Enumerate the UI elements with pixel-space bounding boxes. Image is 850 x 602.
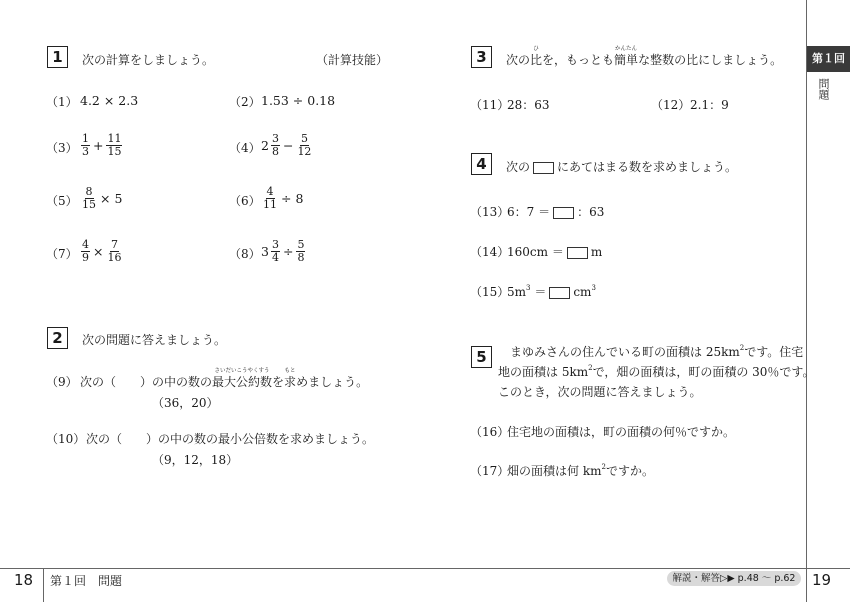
problem-6-label: （6）	[229, 194, 261, 208]
problem-17-label: （17）	[470, 464, 510, 478]
problem-2-label: （2）	[229, 95, 261, 109]
section-3-number: 3	[471, 46, 492, 68]
right-page-number: 19	[812, 571, 832, 589]
problem-2-expr: 1.53 ÷ 0.18	[261, 93, 336, 108]
side-tab-title: 第１回	[812, 52, 845, 65]
problem-12-label: （12）	[651, 98, 691, 112]
section-5-line-3: このとき，次の問題に答えましょう。	[498, 385, 702, 399]
problem-5-expr: $\frac{8}{15}$ × 5	[82, 185, 123, 211]
problem-15-label: （15）	[470, 285, 510, 299]
section-2-title: 次の問題に答えましょう。	[82, 333, 227, 347]
problem-5-label: （5）	[46, 194, 78, 208]
problem-14-label: （14）	[470, 245, 510, 259]
fraction: $\frac{7}{16}$	[107, 238, 122, 264]
problem-17-text: 畑の面積は何 $km^2$ですか。	[507, 463, 654, 478]
problem-16-text: 住宅地の面積は，町の面積の何％ですか。	[507, 425, 736, 439]
problem-9-numbers: （36，20）	[152, 396, 219, 410]
left-footer-label: 第１回 問題	[50, 574, 123, 588]
problem-7-label: （7）	[46, 247, 78, 261]
answer-blank	[549, 287, 570, 299]
problem-4-label: （4）	[229, 141, 261, 155]
problem-15-expr: $5m^3 = cm^3$	[507, 284, 596, 299]
problem-8-label: （8）	[229, 247, 261, 261]
section-2-number: 2	[47, 327, 68, 349]
problem-3-expr: $\frac{1}{3}$ + $\frac{11}{15}$	[82, 132, 122, 158]
section-4-number: 4	[471, 153, 492, 175]
problem-10-text: 次の（ ）の中の数の最小公倍数を求めましょう。	[86, 432, 375, 446]
problem-16-label: （16）	[470, 425, 510, 439]
left-page-number: 18	[14, 571, 34, 589]
answer-blank	[553, 207, 574, 219]
problem-1-label: （1）	[46, 95, 78, 109]
problem-1-expr: 4.2 × 2.3	[80, 93, 139, 108]
fraction: $\frac{3}{4}$	[271, 238, 279, 264]
footer-rule	[0, 568, 850, 569]
fraction: $\frac{8}{15}$	[82, 185, 96, 211]
fraction: $\frac{4}{11}$	[263, 185, 277, 211]
fraction: $\frac{5}{12}$	[297, 132, 312, 158]
problem-10-label: （10）	[46, 432, 86, 446]
fraction: $\frac{1}{3}$	[82, 132, 89, 158]
problem-13-expr: 6：7 ＝ ：63	[507, 205, 605, 219]
section-3-title: 次の ひ 比を，もっとも かんたん 簡単な整数の比にしましょう。	[506, 46, 783, 67]
footer-left-divider	[43, 568, 44, 602]
right-edge-rule	[806, 0, 807, 602]
problem-4-expr: 2 $\frac{3}{8}$ − $\frac{5}{12}$	[261, 132, 312, 158]
fraction: $\frac{5}{8}$	[297, 238, 305, 264]
section-1-title: 次の計算をしましょう。	[82, 53, 215, 67]
fraction: $\frac{3}{8}$	[271, 132, 279, 158]
problem-11-label: （11）	[470, 98, 510, 112]
answer-reference-link[interactable]: 解説・解答▷▶ p.48 〜 p.62	[667, 571, 801, 586]
fraction: $\frac{11}{15}$	[107, 132, 122, 158]
ruby-word: かんたん 簡単	[614, 46, 639, 67]
problem-10-numbers: （9，12，18）	[152, 453, 239, 467]
section-5-line-1: まゆみさんの住んでいる町の面積は $25km^2$です。住宅	[510, 344, 804, 359]
section-1-note: （計算技能）	[316, 53, 389, 67]
answer-blank	[567, 247, 588, 259]
footer-right-divider	[806, 568, 807, 602]
problem-8-expr: 3 $\frac{3}{4}$ ÷ $\frac{5}{8}$	[261, 238, 305, 264]
problem-12-expr: 2.1：9	[690, 98, 729, 112]
problem-11-expr: 28：63	[507, 98, 550, 112]
problem-14-expr: 160cm ＝ m	[507, 245, 603, 259]
section-4-title: 次の にあてはまる数を求めましょう。	[506, 160, 738, 174]
section-5-number: 5	[471, 346, 492, 368]
side-tab-sub: 問題	[817, 78, 830, 100]
problem-7-expr: $\frac{4}{9}$ × $\frac{7}{16}$	[82, 238, 122, 264]
side-tab	[807, 46, 850, 72]
section-5-line-2: 地の面積は $5km^2$で，畑の面積は，町の面積の 30％です。	[498, 364, 815, 379]
problem-3-label: （3）	[46, 141, 78, 155]
ruby-word: さいだいこうやくすう 最大公約数	[212, 368, 273, 389]
ruby-word: もと 求	[284, 368, 297, 389]
fraction: $\frac{4}{9}$	[82, 238, 89, 264]
answer-blank	[533, 162, 554, 174]
problem-13-label: （13）	[470, 205, 510, 219]
section-1-number: 1	[47, 46, 68, 68]
problem-9-text: 次の（ ）の中の数の さいだいこうやくすう 最大公約数を もと 求めましょう。	[80, 368, 369, 389]
problem-6-expr: $\frac{4}{11}$ ÷ 8	[263, 185, 304, 211]
problem-9-label: （9）	[46, 375, 78, 389]
ruby-word: ひ 比	[530, 46, 543, 67]
